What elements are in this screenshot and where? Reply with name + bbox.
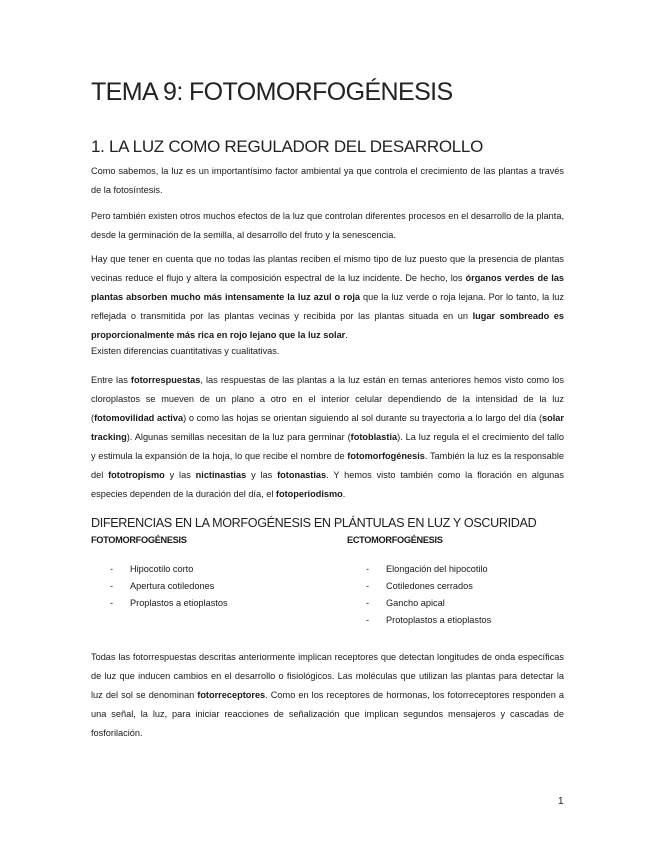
paragraph-3: Hay que tener en cuenta que no todas las plantas reciben el mismo tipo de luz puesto que la presencia de plantas vecinas reduce el flujo y altera la composición espectral de la luz incidente. De hecho, los órganos verdes de las plantas absorben mucho más intensamente la luz azul o roja que la luz verde o roja lejana. Por lo tanto, la luz reflejada o transmitida por las plantas vecinas y recibida por las plantas situada en un lugar sombreado es proporcionalmente más rica en rojo lejano que la luz solar. bbox=[91, 254, 564, 340]
bold-text: fotorrespuestas bbox=[130, 375, 201, 385]
bold-text: fotomovilidad activa bbox=[94, 413, 184, 423]
bold-text: solar tracking bbox=[91, 413, 564, 442]
column-heading-left: FOTOMORFOGÉNESIS bbox=[91, 535, 187, 545]
bold-text: fotonastias bbox=[277, 470, 327, 480]
bold-text: fotoblastia bbox=[350, 432, 398, 442]
list-item: - Apertura cotiledones bbox=[110, 581, 215, 591]
bold-text: fotorreceptores bbox=[197, 690, 266, 700]
list-item: - Proplastos a etioplastos bbox=[110, 598, 228, 608]
bold-text: fotomorfogénesis bbox=[347, 451, 425, 461]
section-heading-2: DIFERENCIAS EN LA MORFOGÉNESIS EN PLÁNTULAS EN LUZ Y OSCURIDAD bbox=[91, 516, 537, 530]
bold-text: órganos verdes de las plantas absorben mucho más intensamente la luz azul o roja bbox=[91, 273, 564, 302]
bold-text: fototropismo bbox=[108, 470, 165, 480]
list-item: - Cotiledones cerrados bbox=[366, 581, 473, 591]
paragraph-6: Todas las fotorrespuestas descritas anteriormente implican receptores que detectan longitudes de onda específicas de luz que inducen cambios en el desarrollo o fisiológicos. Las moléculas que utilizan las plantas para detectar la luz del sol se denominan fotorreceptores. Como en los receptores de hormonas, los fotorreceptores responden a una señal, la luz, para iniciar reacciones de señalización que implican segundos mensajeros y cascadas de fosforilación. bbox=[91, 652, 564, 738]
page-title: TEMA 9: FOTOMORFOGÉNESIS bbox=[91, 78, 453, 106]
column-heading-right: ECTOMORFOGÉNESIS bbox=[347, 535, 443, 545]
paragraph-2: Pero también existen otros muchos efectos de la luz que controlan diferentes procesos en el desarrollo de la planta, desde la germinación de la semilla, al desarrollo del fruto y la senescencia. bbox=[91, 211, 564, 240]
list-right bbox=[366, 561, 491, 629]
page-number: 1 bbox=[558, 796, 564, 807]
list-item: - Hipocotilo corto bbox=[110, 564, 194, 574]
bold-text: lugar sombreado es proporcionalmente más rica en rojo lejano que la luz solar bbox=[91, 311, 564, 340]
paragraph-1: Como sabemos, la luz es un importantísimo factor ambiental ya que controla el crecimiento de las plantas a través de la fotosíntesis. bbox=[91, 166, 564, 195]
paragraph-5: Entre las fotorrespuestas, las respuestas de las plantas a la luz están en temas anteriores hemos visto como los cloroplastos se mueven de un plano a otro en el interior celular dependiendo de la intensidad de la luz (fotomovilidad activa) o como las hojas se orientan siguiendo al sol durante su trayectoria a lo largo del día (solar tracking). Algunas semillas necesitan de la luz para germinar (fotoblastia). La luz regula el el crecimiento del tallo y estimula la expansión de la hoja, lo que recibe el nombre de fotomorfogénesis. También la luz es la responsable del fototropismo y las nictinastias y las fotonastias. Y hemos visto también como la floración en algunas especies dependen de la duración del día, el fotoperiodismo. bbox=[91, 375, 565, 499]
paragraph-4: Existen diferencias cuantitativas y cualitativas. bbox=[91, 346, 280, 356]
list-left bbox=[110, 561, 228, 612]
bold-text: fotoperiodismo bbox=[275, 489, 343, 499]
section-heading-1: 1. LA LUZ COMO REGULADOR DEL DESARROLLO bbox=[91, 137, 484, 156]
list-item: - Elongación del hipocotilo bbox=[366, 564, 488, 574]
list-item: - Protoplastos a etioplastos bbox=[366, 615, 492, 625]
bold-text: nictinastias bbox=[195, 470, 247, 480]
list-item: - Gancho apical bbox=[366, 598, 445, 608]
